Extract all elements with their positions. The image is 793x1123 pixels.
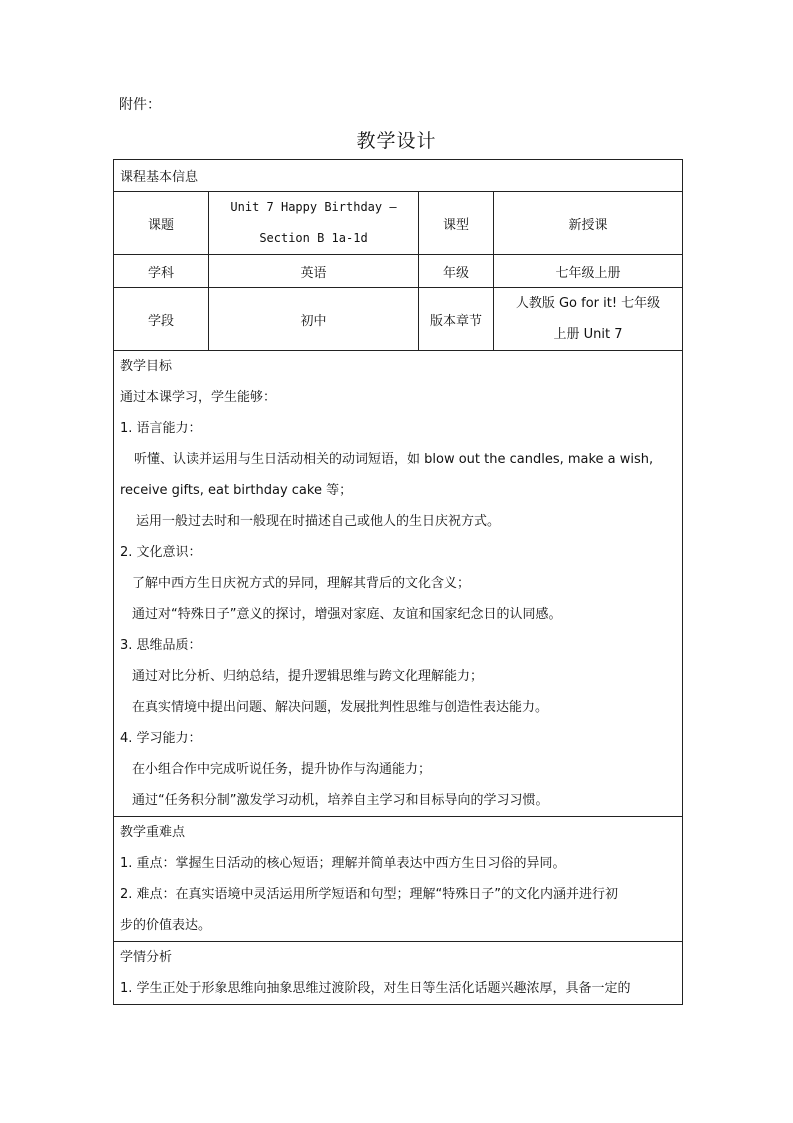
objectives-header: 教学目标 [120, 359, 173, 374]
label-stage: 学段 [114, 288, 209, 351]
label-lesson-type: 课型 [419, 192, 494, 255]
objective-3-line2: 在真实情境中提出问题、解决问题，发展批判性思维与创造性表达能力。 [132, 700, 549, 715]
value-edition-line2: 上册 Unit 7 [553, 327, 623, 342]
learner-analysis-section [114, 942, 683, 1005]
learner-analysis-header: 学情分析 [120, 950, 173, 965]
value-edition [494, 288, 683, 351]
learner-analysis-line1: 1. 学生正处于形象思维向抽象思维过渡阶段，对生日等生活化话题兴趣浓厚，具备一定的 [120, 981, 631, 996]
value-topic-line1: Unit 7 Happy Birthday – [230, 200, 397, 214]
value-subject: 英语 [209, 255, 419, 288]
key-point-2-line1: 2. 难点：在真实语境中灵活运用所学短语和句型；理解“特殊日子”的文化内涵并进行初 [120, 887, 619, 902]
label-subject: 学科 [114, 255, 209, 288]
value-topic [209, 192, 419, 255]
label-grade: 年级 [419, 255, 494, 288]
objectives-row [114, 351, 683, 817]
value-grade: 七年级上册 [494, 255, 683, 288]
objective-1-line1: 听懂、认读并运用与生日活动相关的动词短语，如 blow out the candles, make a wish, [134, 452, 654, 467]
objective-1-title: 1. 语言能力： [120, 421, 202, 436]
doc-title: 教学设计 [356, 130, 437, 152]
value-lesson-type: 新授课 [494, 192, 683, 255]
key-points-row [114, 817, 683, 942]
basic-info-row-topic [114, 192, 683, 255]
objective-2-title: 2. 文化意识： [120, 545, 202, 560]
objective-3-title: 3. 思维品质： [120, 638, 202, 653]
objective-4-line1: 在小组合作中完成听说任务，提升协作与沟通能力； [132, 762, 432, 777]
key-point-2-line2: 步的价值表达。 [120, 918, 212, 933]
objective-2-line2: 通过对“特殊日子”意义的探讨，增强对家庭、友谊和国家纪念日的认同感。 [132, 607, 562, 622]
key-point-1: 1. 重点：掌握生日活动的核心短语；理解并简单表达中西方生日习俗的异同。 [120, 856, 566, 871]
objectives-section [114, 351, 683, 817]
objective-1-line3: 运用一般过去时和一般现在时描述自己或他人的生日庆祝方式。 [136, 514, 501, 529]
objective-2-line1: 了解中西方生日庆祝方式的异同，理解其背后的文化含义； [132, 576, 471, 591]
key-points-header: 教学重难点 [120, 825, 186, 840]
attachment-label: 附件： [119, 97, 161, 113]
basic-info-row-stage [114, 288, 683, 351]
lesson-plan-table [113, 159, 683, 1005]
label-edition: 版本章节 [419, 288, 494, 351]
value-stage: 初中 [209, 288, 419, 351]
objective-4-line2: 通过“任务积分制”激发学习动机，培养自主学习和目标导向的学习习惯。 [132, 793, 549, 808]
objective-1-line2: receive gifts, eat birthday cake 等； [120, 483, 353, 498]
basic-info-header: 课程基本信息 [114, 160, 683, 192]
basic-info-row-subject [114, 255, 683, 288]
key-points-section [114, 817, 683, 942]
objective-3-line1: 通过对比分析、归纳总结，提升逻辑思维与跨文化理解能力； [132, 669, 484, 684]
objectives-intro: 通过本课学习，学生能够： [120, 390, 277, 405]
value-edition-line1: 人教版 Go for it! 七年级 [515, 296, 661, 311]
objective-4-title: 4. 学习能力： [120, 731, 202, 746]
value-topic-line2: Section B 1a-1d [259, 231, 368, 245]
basic-info-header-row [114, 160, 683, 192]
label-topic: 课题 [114, 192, 209, 255]
learner-analysis-row [114, 942, 683, 1005]
